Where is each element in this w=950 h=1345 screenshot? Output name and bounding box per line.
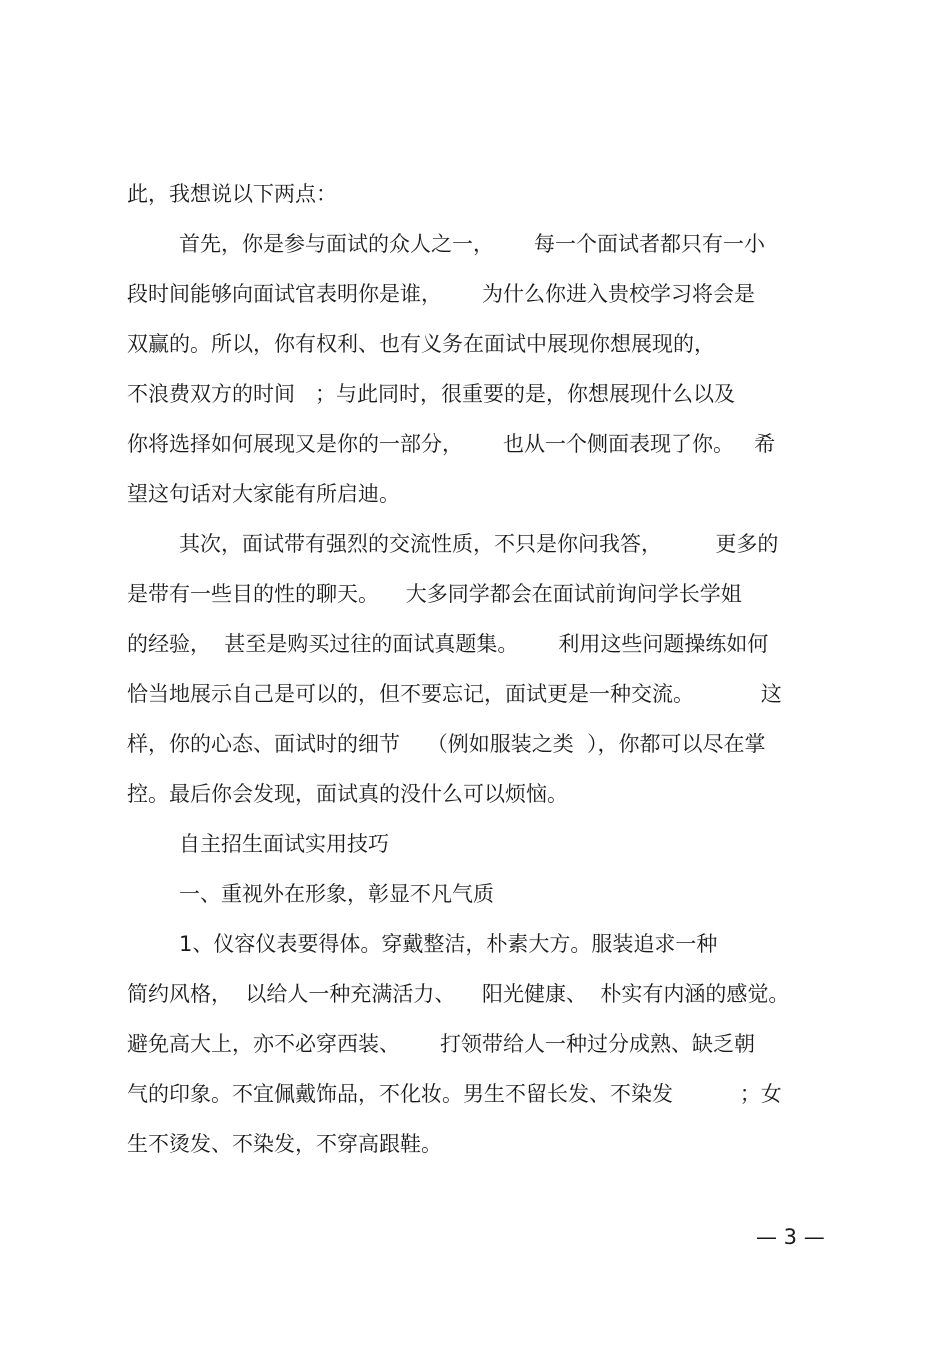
subsection-heading: 一、重视外在形象，彰显不凡气质 bbox=[179, 882, 494, 906]
text-line: 样，你的心态、面试时的细节 （例如服装之类 ），你都可以尽在掌 bbox=[127, 732, 766, 756]
text-line: 此，我想说以下两点： bbox=[127, 182, 337, 206]
text-line: 的经验， 甚至是购买过往的面试真题集。 利用这些问题操练如何 bbox=[127, 632, 769, 656]
text-line: 控。最后你会发现，面试真的没什么可以烦恼。 bbox=[127, 782, 568, 806]
section-heading: 自主招生面试实用技巧 bbox=[179, 832, 389, 856]
text-line: 生不烫发、不染发，不穿高跟鞋。 bbox=[127, 1132, 442, 1156]
text-line: 简约风格， 以给人一种充满活力、 阳光健康、 朴实有内涵的感觉。 bbox=[127, 982, 790, 1006]
text-line: 双赢的。所以，你有权利、也有义务在面试中展现你想展现的， bbox=[127, 332, 715, 356]
text-line: 不浪费双方的时间 ；与此同时，很重要的是，你想展现什么以及 bbox=[127, 382, 736, 406]
text-line: 1、仪容仪表要得体。穿戴整洁，朴素大方。服装追求一种 bbox=[179, 932, 718, 956]
page-number: — 3 — bbox=[756, 1225, 825, 1249]
text-line: 段时间能够向面试官表明你是谁， 为什么你进入贵校学习将会是 bbox=[127, 282, 756, 306]
text-line: 气的印象。不宜佩戴饰品，不化妆。男生不留长发、不染发 ；女 bbox=[127, 1082, 782, 1106]
text-line: 首先，你是参与面试的众人之一， 每一个面试者都只有一小 bbox=[179, 232, 766, 256]
text-line: 你将选择如何展现又是你的一部分， 也从一个侧面表现了你。 希 bbox=[127, 432, 776, 456]
text-line: 其次，面试带有强烈的交流性质，不只是你问我答， 更多的 bbox=[179, 532, 779, 556]
text-line: 避免高大上，亦不必穿西装、 打领带给人一种过分成熟、缺乏朝 bbox=[127, 1032, 756, 1056]
text-line: 恰当地展示自己是可以的，但不要忘记，面试更是一种交流。 这 bbox=[127, 682, 782, 706]
text-line: 望这句话对大家能有所启迪。 bbox=[127, 482, 400, 506]
text-line: 是带有一些目的性的聊天。 大多同学都会在面试前询问学长学姐 bbox=[127, 582, 742, 606]
